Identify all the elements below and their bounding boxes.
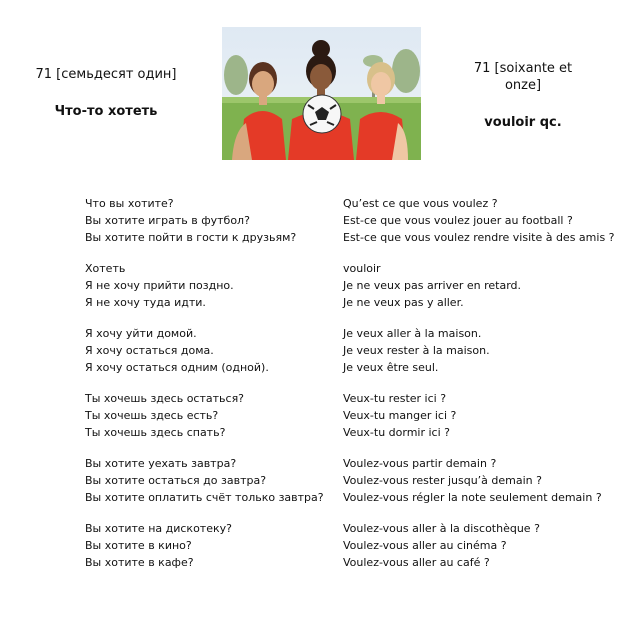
phrase-ru: Вы хотите в кафе?	[85, 556, 194, 569]
lesson-number-fr: 71 [soixante et onze]	[473, 61, 573, 93]
phrase-ru: Вы хотите в кино?	[85, 539, 192, 552]
phrase-ru: Я не хочу туда идти.	[85, 296, 206, 309]
phrase-fr: Veux-tu dormir ici ?	[343, 426, 450, 439]
phrase-ru: Вы хотите играть в футбол?	[85, 214, 250, 227]
topic-title-ru: Что-то хотеть	[54, 104, 158, 119]
phrase-fr: Qu’est ce que vous voulez ?	[343, 197, 498, 210]
russian-phrases-column	[85, 195, 324, 571]
phrase-ru: Вы хотите уехать завтра?	[85, 457, 237, 470]
phrase-ru: Ты хочешь здесь спать?	[85, 426, 226, 439]
phrase-ru: Вы хотите остаться до завтра?	[85, 474, 267, 487]
phrase-fr: Je ne veux pas y aller.	[343, 296, 464, 309]
header-french	[462, 60, 584, 131]
phrase-ru: Вы хотите оплатить счёт только завтра?	[85, 491, 324, 504]
header-russian	[18, 66, 194, 120]
phrase-fr: Veux-tu rester ici ?	[343, 392, 447, 405]
phrase-fr: Voulez-vous partir demain ?	[343, 457, 497, 470]
kids-soccer-photo	[222, 27, 421, 160]
phrase-ru: Хотеть	[85, 262, 126, 275]
phrase-fr: Est-ce que vous voulez jouer au football ?	[343, 214, 573, 227]
phrase-ru: Вы хотите на дискотеку?	[85, 522, 232, 535]
french-phrases-column	[343, 195, 615, 571]
phrase-ru: Вы хотите пойти в гости к друзьям?	[85, 231, 297, 244]
lesson-number-ru: 71 [семьдесят один]	[35, 67, 177, 82]
topic-title-fr: vouloir qc.	[484, 115, 562, 130]
phrase-fr: Est-ce que vous voulez rendre visite à des amis ?	[343, 231, 615, 244]
phrase-ru: Я хочу остаться дома.	[85, 344, 214, 357]
phrase-fr: vouloir	[343, 262, 381, 275]
phrase-fr: Voulez-vous aller à la discothèque ?	[343, 522, 540, 535]
phrase-ru: Я не хочу прийти поздно.	[85, 279, 234, 292]
phrase-fr: Voulez-vous aller au cinéma ?	[343, 539, 507, 552]
phrase-fr: Je veux aller à la maison.	[343, 327, 482, 340]
phrase-ru: Ты хочешь здесь есть?	[85, 409, 219, 422]
phrase-ru: Ты хочешь здесь остаться?	[85, 392, 245, 405]
phrase-fr: Je veux être seul.	[343, 361, 439, 374]
phrase-fr: Je ne veux pas arriver en retard.	[343, 279, 522, 292]
phrase-fr: Je veux rester à la maison.	[343, 344, 490, 357]
phrase-ru: Я хочу уйти домой.	[85, 327, 197, 340]
phrase-fr: Veux-tu manger ici ?	[343, 409, 457, 422]
phrase-fr: Voulez-vous rester jusqu’à demain ?	[343, 474, 542, 487]
phrase-ru: Что вы хотите?	[85, 197, 174, 210]
phrase-ru: Я хочу остаться одним (одной).	[85, 361, 269, 374]
phrase-fr: Voulez-vous régler la note seulement demain ?	[343, 491, 602, 504]
phrase-fr: Voulez-vous aller au café ?	[343, 556, 490, 569]
